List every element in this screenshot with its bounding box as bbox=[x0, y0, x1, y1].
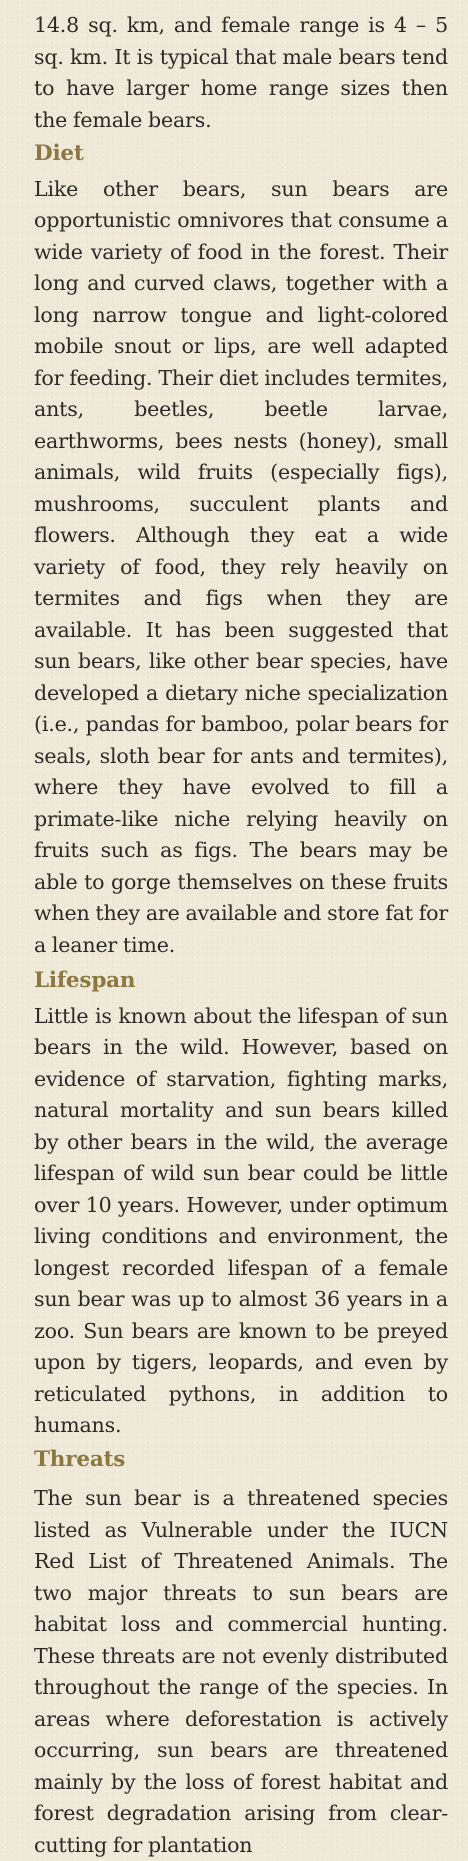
lifespan-paragraph: Little is known about the lifespan of sun bears in the wild. However, based on evidence of starvation, fighting marks, natural mortality and sun bears killed by other bears in the wild, the average lifespan of wild sun bear could be little over 10 years. However, under optimum living conditions and environment, the longest recorded lifespan of a female sun bear was up to almost 36 years in a zoo. Sun bears are known to be preyed upon by tigers, leopards, and even by reticulated pythons, in addition to humans. bbox=[34, 1003, 448, 1437]
diet-paragraph: Like other bears, sun bears are opportunistic omnivores that consume a wide variety of food in the forest. Their long and curved claws, together with a long narrow tongue and light-colored mobile snout or lips, are well adapted for feeding. Their diet includes termites, ants, beetles, beetle larvae, earthworms, bees nests (honey), small animals, wild fruits (especially figs), mushrooms, succulent plants and flowers. Although they eat a wide variety of food, they rely heavily on termites and figs when they are available. It has been suggested that sun bears, like other bear species, have developed a dietary niche specialization (i.e., pandas for bamboo, polar bears for seals, sloth bear for ants and termites), where they have evolved to fill a primate-like niche relying heavily on fruits such as figs. The bears may be able to gorge themselves on these fruits when they are available and store fat for a leaner time. bbox=[34, 176, 448, 957]
threats-paragraph: The sun bear is a threatened species listed as Vulnerable under the IUCN Red List of Threatened Animals. The two major threats to sun bears are habitat loss and commercial hunting. These threats are not evenly distributed throughout the range of the species. In areas where deforestation is actively occurring, sun bears are threatened mainly by the loss of forest habitat and forest degradation arising from clear-cutting for plantation bbox=[34, 1486, 448, 1857]
threats-heading: Threats bbox=[34, 1446, 126, 1472]
diet-heading: Diet bbox=[34, 141, 84, 166]
lifespan-heading: Lifespan bbox=[34, 968, 136, 993]
intro-paragraph: 14.8 sq. km, and female range is 4 – 5 sq. km. It is typical that male bears tend to have larger home range sizes then the female bears. bbox=[34, 13, 448, 132]
